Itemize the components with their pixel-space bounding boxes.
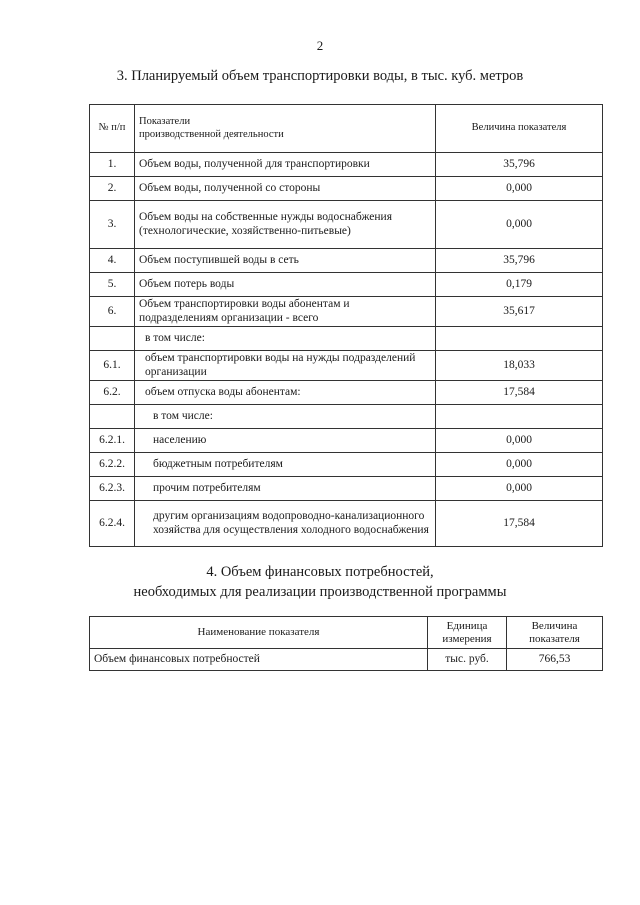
row-name: населению <box>135 429 436 453</box>
row-value: 0,000 <box>436 177 603 201</box>
row-name: объем отпуска воды абонентам: <box>135 381 436 405</box>
row-num: 6.2.4. <box>90 501 135 547</box>
row-name: Объем воды, полученной со стороны <box>135 177 436 201</box>
row-num: 3. <box>90 201 135 249</box>
row-value: 0,000 <box>436 429 603 453</box>
row-num <box>90 327 135 351</box>
row-name: другим организациям водопроводно-канализационного хозяйства для осуществления холодного водоснабжения <box>135 501 436 547</box>
row-value: 0,000 <box>436 453 603 477</box>
row-value: 18,033 <box>436 351 603 381</box>
table-header-row <box>90 617 603 649</box>
row-value: 17,584 <box>436 501 603 547</box>
row-value: 0,000 <box>436 201 603 249</box>
row-value: 35,617 <box>436 297 603 327</box>
row-value: 35,796 <box>436 249 603 273</box>
row-num: 6.2.2. <box>90 453 135 477</box>
table-row <box>90 381 603 405</box>
table-row <box>90 405 603 429</box>
table-row <box>90 153 603 177</box>
row-num: 6.2. <box>90 381 135 405</box>
row-name: Объем воды на собственные нужды водоснабжения (технологические, хозяйственно-питьевые) <box>135 201 436 249</box>
header-indicator-value: Величина показателя <box>507 617 603 649</box>
row-num: 6.2.1. <box>90 429 135 453</box>
row-num: 6.2.3. <box>90 477 135 501</box>
section3-title: 3. Планируемый объем транспортировки воды, в тыс. куб. метров <box>116 68 524 84</box>
row-num: 6. <box>90 297 135 327</box>
row-unit: тыс. руб. <box>428 649 507 671</box>
table-row <box>90 297 603 327</box>
row-value: 766,53 <box>507 649 603 671</box>
row-name: в том числе: <box>135 327 436 351</box>
row-name: Объем финансовых потребностей <box>90 649 428 671</box>
row-num: 6.1. <box>90 351 135 381</box>
row-name: прочим потребителям <box>135 477 436 501</box>
table-row <box>90 327 603 351</box>
table-header-row <box>90 105 603 153</box>
row-num: 5. <box>90 273 135 297</box>
section4-title-line2: необходимых для реализации производственной программы <box>133 583 507 600</box>
row-name: в том числе: <box>135 405 436 429</box>
table-row <box>90 201 603 249</box>
row-num: 4. <box>90 249 135 273</box>
row-value: 17,584 <box>436 381 603 405</box>
section4-title-line1: 4. Объем финансовых потребностей, <box>206 564 434 580</box>
row-num: 1. <box>90 153 135 177</box>
table-row <box>90 249 603 273</box>
table-row <box>90 429 603 453</box>
table-row <box>90 453 603 477</box>
table-row <box>90 177 603 201</box>
header-num: № п/п <box>90 105 135 153</box>
table-row <box>90 351 603 381</box>
row-name: Объем воды, полученной для транспортировки <box>135 153 436 177</box>
row-value: 0,179 <box>436 273 603 297</box>
row-value: 35,796 <box>436 153 603 177</box>
row-num: 2. <box>90 177 135 201</box>
table-row <box>90 273 603 297</box>
row-value <box>436 405 603 429</box>
header-name-line2: производственной деятельности <box>139 128 284 140</box>
table-row <box>90 649 603 671</box>
header-name-line1: Показатели <box>139 116 191 128</box>
header-value: Величина показателя <box>436 105 603 153</box>
row-value <box>436 327 603 351</box>
table-row <box>90 501 603 547</box>
header-indicator-name: Наименование показателя <box>90 617 428 649</box>
water-transport-table <box>89 104 603 547</box>
row-name: объем транспортировки воды на нужды подразделений организации <box>135 351 436 381</box>
financial-needs-table <box>89 616 603 671</box>
row-name: Объем потерь воды <box>135 273 436 297</box>
row-name: Объем транспортировки воды абонентам и подразделениям организации - всего <box>135 297 436 327</box>
row-name: бюджетным потребителям <box>135 453 436 477</box>
page-number: 2 <box>316 38 324 53</box>
section4-title <box>0 563 640 602</box>
table-row <box>90 477 603 501</box>
row-value: 0,000 <box>436 477 603 501</box>
header-unit: Единица измерения <box>428 617 507 649</box>
row-num <box>90 405 135 429</box>
header-name <box>135 105 436 153</box>
row-name: Объем поступившей воды в сеть <box>135 249 436 273</box>
